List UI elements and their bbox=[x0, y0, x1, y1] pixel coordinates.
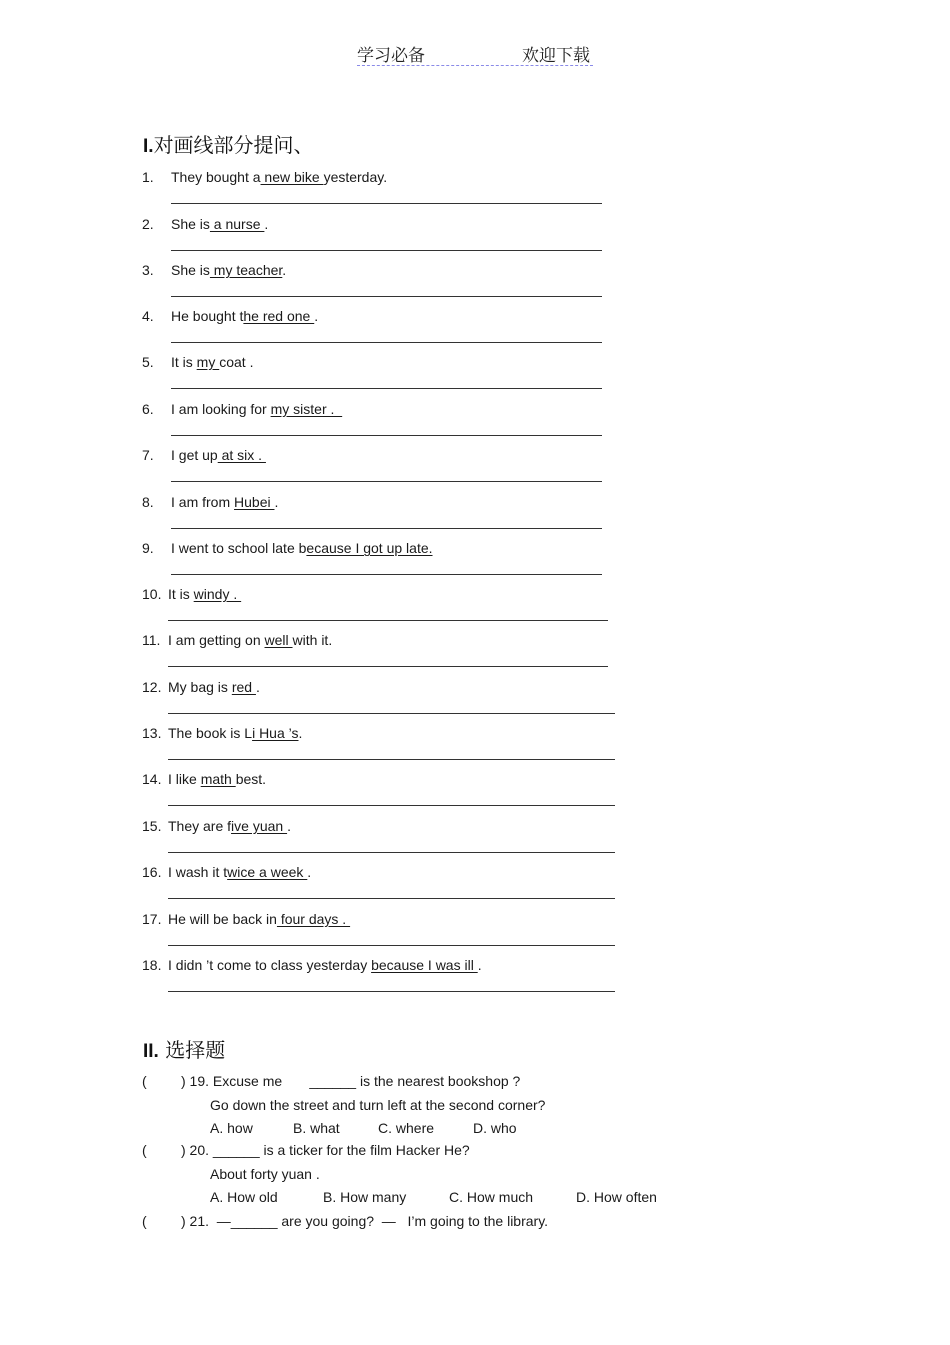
question-text bbox=[168, 771, 266, 787]
rewrite-question bbox=[0, 169, 950, 215]
answer-line[interactable] bbox=[168, 981, 615, 992]
answer-line[interactable] bbox=[171, 378, 602, 389]
question-text bbox=[171, 308, 318, 324]
section-2-number: II. bbox=[143, 1041, 159, 1062]
header-right-text: 欢迎下载 bbox=[522, 46, 590, 66]
rewrite-question bbox=[0, 308, 950, 354]
question-text-before: They are f bbox=[168, 818, 232, 834]
underlined-part: ive yuan bbox=[231, 818, 288, 834]
question-text-after: . bbox=[477, 957, 482, 973]
question-text-after: . bbox=[307, 864, 312, 880]
underlined-part: four days . bbox=[276, 911, 351, 927]
question-19-option-a: A. how bbox=[210, 1120, 253, 1136]
underlined-part: because I was ill bbox=[371, 957, 478, 973]
rewrite-question bbox=[0, 679, 950, 725]
question-text bbox=[171, 216, 268, 232]
question-text-after: yesterday. bbox=[323, 169, 388, 185]
question-text-before: I didn ’t come to class yesterday bbox=[168, 957, 372, 973]
question-number: 11. bbox=[142, 632, 161, 648]
answer-line[interactable] bbox=[171, 471, 602, 482]
question-19-option-b: B. what bbox=[293, 1120, 340, 1136]
question-20-stem: ) 20. ______ is a ticker for the film Hacker He? bbox=[181, 1142, 470, 1158]
question-text-before: I am getting on bbox=[168, 632, 265, 648]
question-number: 17. bbox=[142, 911, 162, 927]
question-19-option-c: C. where bbox=[378, 1120, 435, 1136]
question-text-before: I went to school late b bbox=[171, 540, 307, 556]
question-text-before: I like bbox=[168, 771, 201, 787]
rewrite-question bbox=[0, 354, 950, 400]
rewrite-question bbox=[0, 262, 950, 308]
rewrite-question bbox=[0, 632, 950, 678]
question-number: 14. bbox=[142, 771, 162, 787]
answer-line[interactable] bbox=[168, 795, 615, 806]
underlined-part: my sister . bbox=[270, 401, 343, 417]
question-text bbox=[168, 864, 311, 880]
question-text bbox=[168, 725, 302, 741]
answer-paren: ( bbox=[142, 1073, 147, 1089]
question-text bbox=[171, 447, 266, 463]
section-1-title: 对画线部分提问、 bbox=[153, 133, 314, 157]
question-text bbox=[168, 679, 260, 695]
question-19-reply: Go down the street and turn left at the second corner? bbox=[210, 1097, 546, 1113]
underlined-part: windy . bbox=[193, 586, 242, 602]
question-text-before: I get up bbox=[171, 447, 218, 463]
question-text bbox=[168, 632, 332, 648]
question-text bbox=[168, 818, 291, 834]
question-text-before: It is bbox=[168, 586, 194, 602]
question-text-after: . bbox=[314, 308, 319, 324]
answer-line[interactable] bbox=[168, 656, 608, 667]
question-number: 6. bbox=[142, 401, 154, 417]
rewrite-question bbox=[0, 911, 950, 957]
question-text-after: coat . bbox=[219, 354, 254, 370]
rewrite-question bbox=[0, 216, 950, 262]
question-text-before: They bought a bbox=[171, 169, 261, 185]
question-20-option-b: B. How many bbox=[323, 1189, 407, 1205]
answer-line[interactable] bbox=[168, 610, 608, 621]
section-2-heading bbox=[143, 1034, 225, 1063]
question-number: 9. bbox=[142, 540, 154, 556]
question-text-before: She is bbox=[171, 216, 210, 232]
section-1-number: I. bbox=[143, 136, 154, 157]
underlined-part: wice a week bbox=[227, 864, 308, 880]
answer-paren: ( bbox=[142, 1142, 147, 1158]
question-number: 13. bbox=[142, 725, 162, 741]
answer-paren: ( bbox=[142, 1213, 147, 1229]
question-text-after: with it. bbox=[292, 632, 333, 648]
answer-line[interactable] bbox=[168, 842, 615, 853]
answer-line[interactable] bbox=[171, 564, 602, 575]
question-19-stem: ) 19. Excuse me ______ is the nearest bookshop ? bbox=[181, 1073, 521, 1089]
answer-line[interactable] bbox=[168, 703, 615, 714]
question-text-after: . bbox=[274, 494, 279, 510]
underlined-part: i Hua ’s bbox=[252, 725, 299, 741]
answer-line[interactable] bbox=[171, 286, 602, 297]
page-header bbox=[357, 41, 593, 66]
question-text-after: . bbox=[255, 679, 260, 695]
question-text-before: She is bbox=[171, 262, 210, 278]
question-number: 12. bbox=[142, 679, 162, 695]
answer-line[interactable] bbox=[171, 332, 602, 343]
rewrite-question bbox=[0, 725, 950, 771]
question-text bbox=[171, 401, 342, 417]
question-number: 8. bbox=[142, 494, 154, 510]
underlined-part: ecause I got up late. bbox=[306, 540, 433, 556]
question-text bbox=[171, 540, 433, 556]
question-19-option-d: D. who bbox=[473, 1120, 517, 1136]
rewrite-question bbox=[0, 864, 950, 910]
question-number: 3. bbox=[142, 262, 154, 278]
question-number: 15. bbox=[142, 818, 162, 834]
header-left-text: 学习必备 bbox=[357, 46, 425, 66]
question-text bbox=[171, 354, 253, 370]
answer-line[interactable] bbox=[168, 935, 615, 946]
question-text-before: The book is L bbox=[168, 725, 253, 741]
rewrite-question bbox=[0, 771, 950, 817]
question-text-after: . bbox=[264, 216, 269, 232]
question-text bbox=[171, 494, 278, 510]
question-text bbox=[168, 911, 350, 927]
section-2-title: 选择题 bbox=[165, 1038, 226, 1062]
rewrite-question bbox=[0, 818, 950, 864]
question-20-option-c: C. How much bbox=[449, 1189, 534, 1205]
underlined-part: math bbox=[200, 771, 236, 787]
question-text-after: . bbox=[282, 262, 287, 278]
question-text bbox=[171, 262, 286, 278]
question-text-before: I am looking for bbox=[171, 401, 271, 417]
question-number: 2. bbox=[142, 216, 154, 232]
underlined-part: a nurse bbox=[209, 216, 265, 232]
question-20-reply: About forty yuan . bbox=[210, 1166, 320, 1182]
question-20-option-a: A. How old bbox=[210, 1189, 278, 1205]
question-text bbox=[168, 586, 241, 602]
question-number: 10. bbox=[142, 586, 162, 602]
answer-line[interactable] bbox=[168, 749, 615, 760]
question-text-before: He will be back in bbox=[168, 911, 277, 927]
underlined-part: new bike bbox=[260, 169, 324, 185]
question-text-before: I wash it t bbox=[168, 864, 228, 880]
rewrite-question bbox=[0, 401, 950, 447]
question-number: 7. bbox=[142, 447, 154, 463]
question-text-before: It is bbox=[171, 354, 197, 370]
question-text bbox=[168, 957, 482, 973]
answer-line[interactable] bbox=[171, 240, 602, 251]
rewrite-question bbox=[0, 586, 950, 632]
underlined-part: my bbox=[196, 354, 220, 370]
question-20-option-d: D. How often bbox=[576, 1189, 657, 1205]
answer-line[interactable] bbox=[171, 193, 602, 204]
question-text-before: My bag is bbox=[168, 679, 232, 695]
question-21-stem: ) 21. —______ are you going? — I’m going to the library. bbox=[181, 1213, 549, 1229]
question-text-after: . bbox=[287, 818, 291, 834]
section-1-heading bbox=[143, 129, 314, 158]
underlined-part: my teacher bbox=[209, 262, 283, 278]
question-text-before: I am from bbox=[171, 494, 235, 510]
question-text-before: He bought t bbox=[171, 308, 244, 324]
rewrite-question bbox=[0, 540, 950, 586]
rewrite-question bbox=[0, 494, 950, 540]
answer-line[interactable] bbox=[171, 518, 602, 529]
rewrite-question bbox=[0, 447, 950, 493]
question-number: 1. bbox=[142, 169, 154, 185]
underlined-part: well bbox=[264, 632, 293, 648]
underlined-part: he red one bbox=[243, 308, 315, 324]
answer-line[interactable] bbox=[168, 888, 615, 899]
question-number: 16. bbox=[142, 864, 162, 880]
question-text-after: . bbox=[298, 725, 303, 741]
underlined-part: red bbox=[231, 679, 256, 695]
underlined-part: Hubei bbox=[234, 494, 275, 510]
question-number: 4. bbox=[142, 308, 154, 324]
rewrite-question bbox=[0, 957, 950, 1003]
question-text bbox=[171, 169, 387, 185]
question-text-after: best. bbox=[235, 771, 267, 787]
question-number: 18. bbox=[142, 957, 162, 973]
question-number: 5. bbox=[142, 354, 154, 370]
underlined-part: at six . bbox=[217, 447, 266, 463]
answer-line[interactable] bbox=[171, 425, 602, 436]
